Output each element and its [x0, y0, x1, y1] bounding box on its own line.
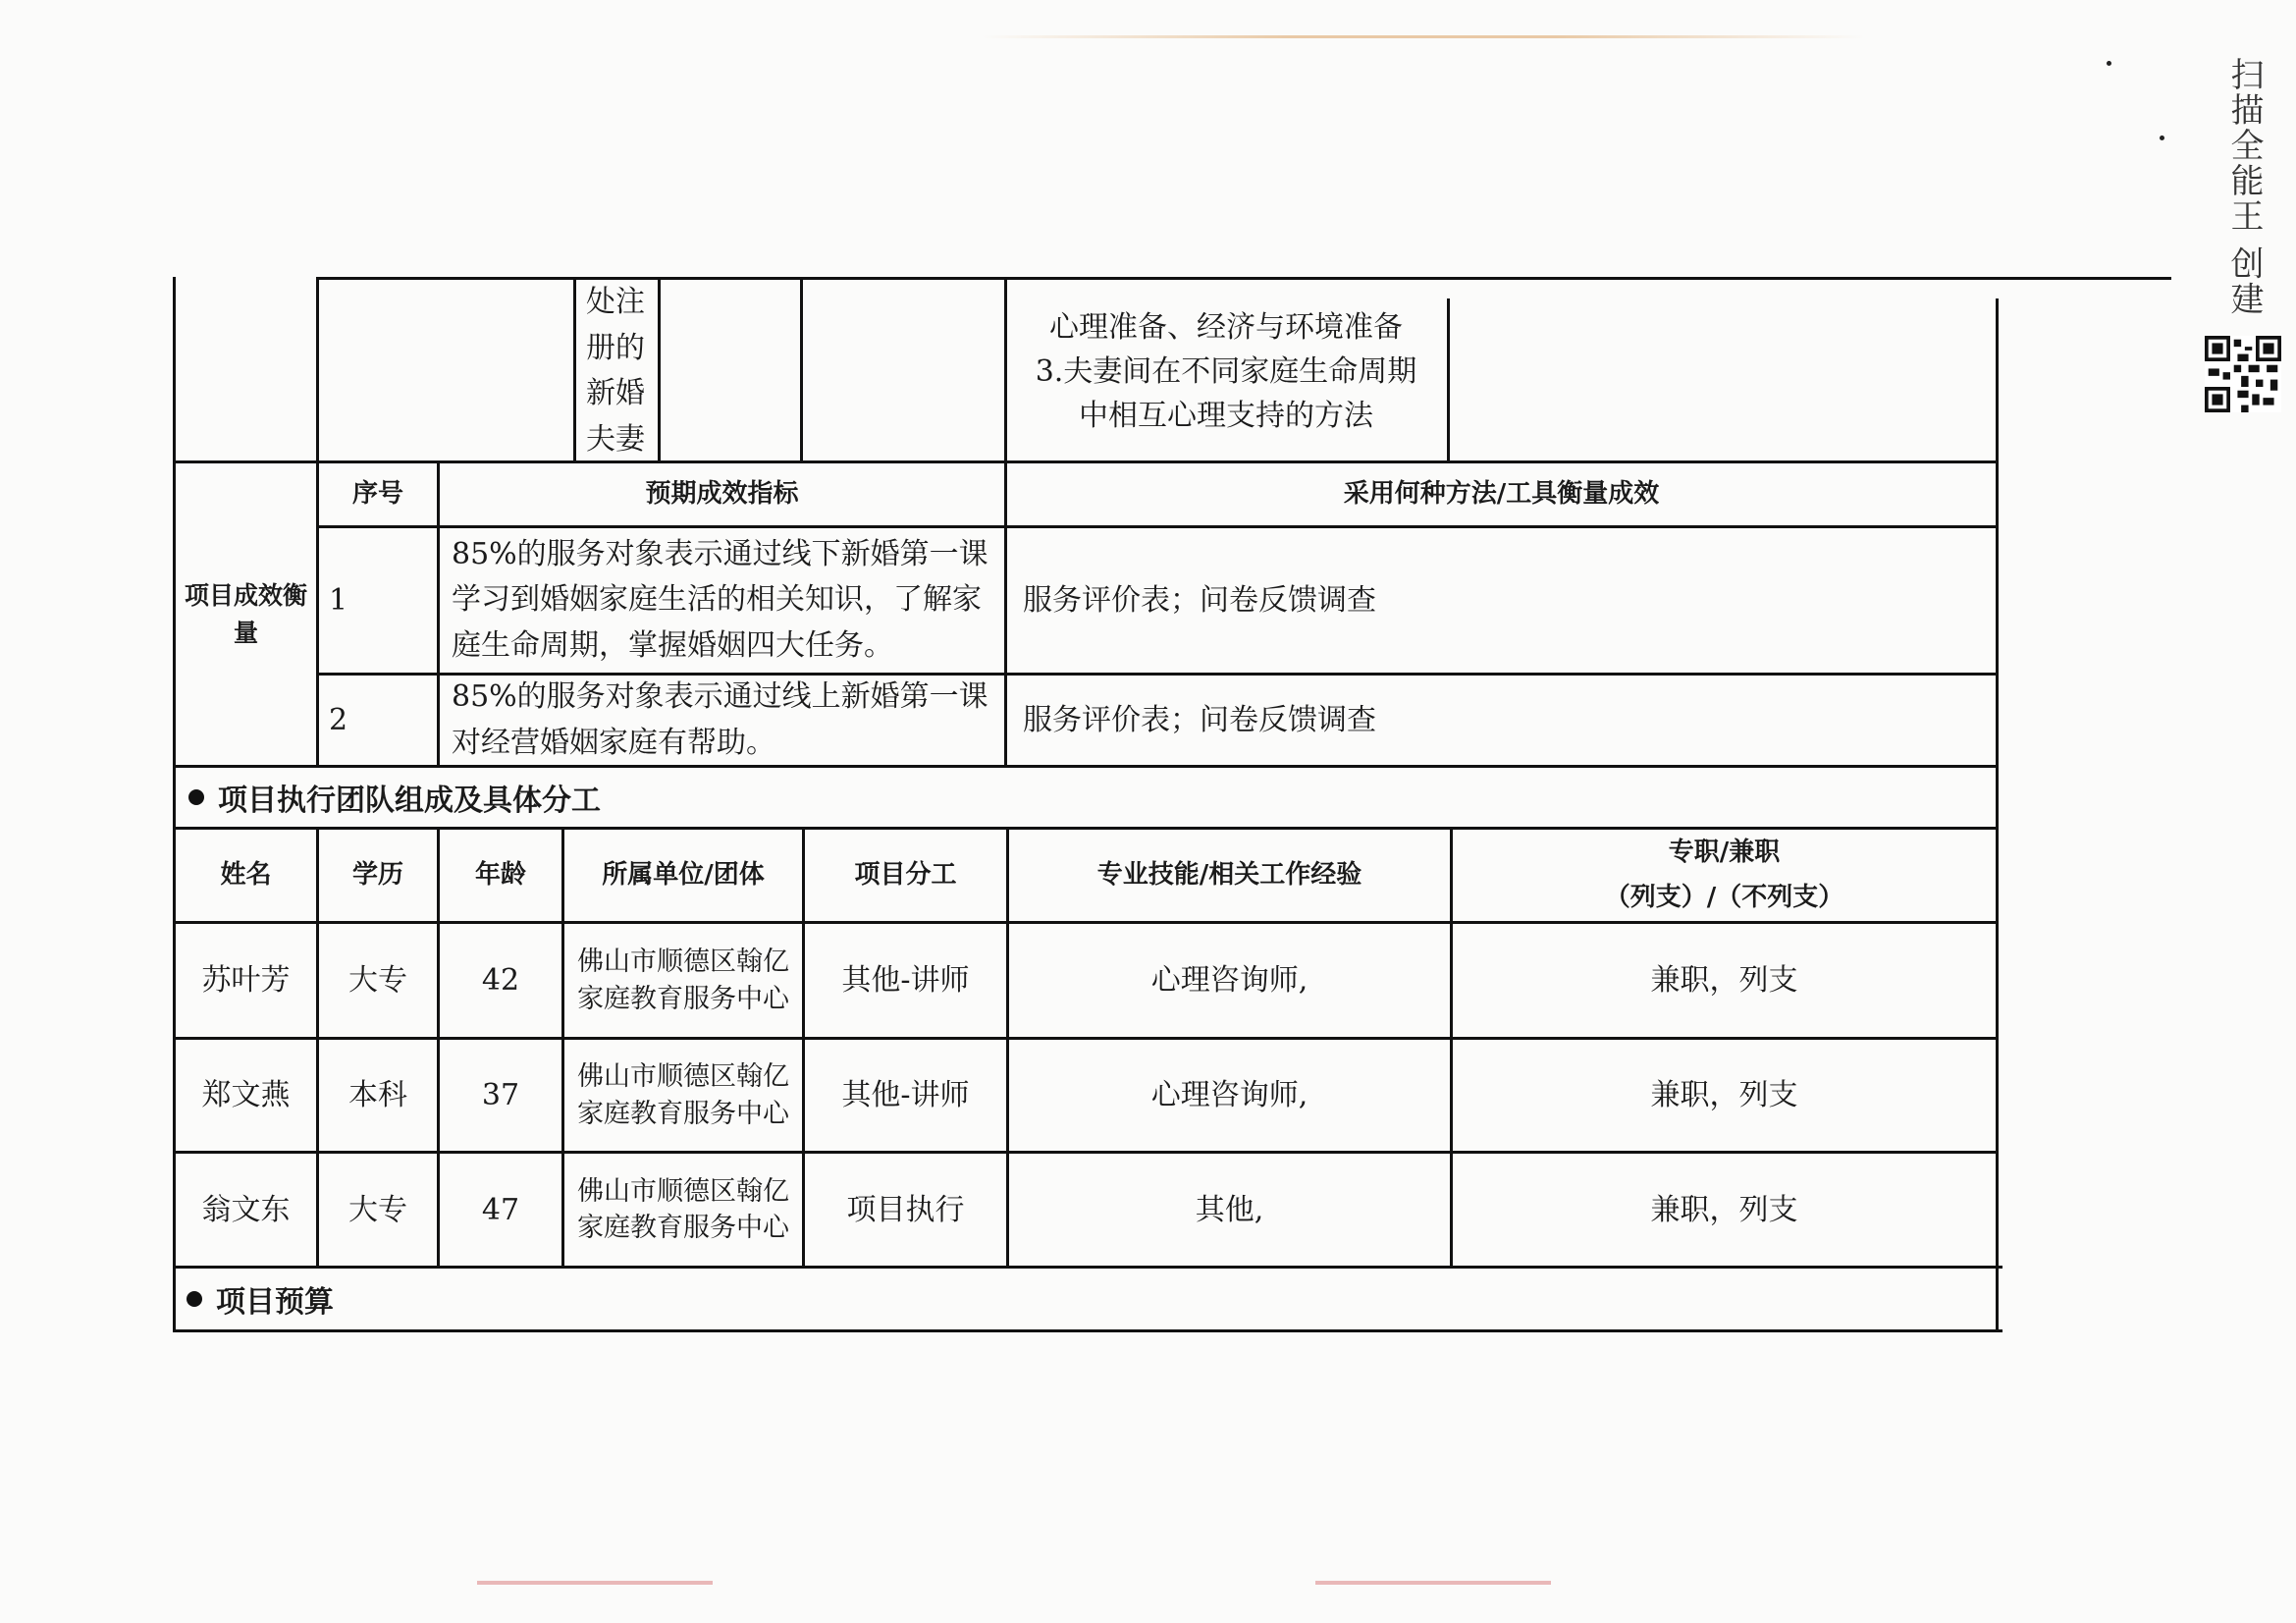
team-cell-fulltime: 兼职，列支 — [1650, 1078, 1798, 1112]
team-header-role: 项目分工 — [854, 860, 957, 890]
outcome-header-indicator: 预期成效指标 — [645, 479, 799, 509]
team-header-fulltime — [1453, 830, 1996, 921]
team-cell-role: 项目执行 — [846, 1192, 965, 1227]
table-rule — [658, 277, 661, 463]
team-cell-organization: 佛山市顺德区翰亿家庭教育服务中心 — [577, 1061, 789, 1129]
team-header-organization: 所属单位/团体 — [602, 860, 765, 890]
team-cell-name: 翁文东 — [201, 1192, 291, 1227]
budget-section-title: 项目预算 — [216, 1285, 334, 1320]
team-cell-role: 其他-讲师 — [841, 1078, 970, 1112]
table-rule — [1447, 298, 1450, 463]
outcome-row-method: 服务评价表；问卷反馈调查 — [1023, 583, 1376, 618]
budget-section-heading — [187, 1269, 1993, 1329]
scanner-watermark: 扫描全能王 创建 — [2224, 57, 2264, 317]
team-cell-name: 郑文燕 — [201, 1078, 291, 1112]
service-content-line: 中相互心理支持的方法 — [1079, 398, 1373, 433]
team-cell-education: 大专 — [348, 1192, 407, 1227]
outcome-header-method: 采用何种方法/工具衡量成效 — [1343, 479, 1660, 509]
outcome-row-number: 1 — [329, 583, 348, 618]
outcome-row-number: 2 — [329, 703, 348, 737]
team-cell-organization: 佛山市顺德区翰亿家庭教育服务中心 — [577, 1175, 789, 1243]
outcome-row-indicator: 85%的服务对象表示通过线下新婚第一课学习到婚姻家庭生活的相关知识，了解家庭生命周期，掌握婚姻四大任务。 — [452, 536, 988, 663]
team-cell-education: 本科 — [348, 1078, 407, 1112]
scan-dot — [2160, 135, 2164, 140]
service-content-cell — [1007, 283, 1445, 460]
team-cell-skills: 心理咨询师, — [1150, 963, 1308, 998]
team-header-education: 学历 — [351, 860, 403, 890]
team-cell-age: 37 — [481, 1078, 520, 1112]
team-header-skills: 专业技能/相关工作经验 — [1096, 860, 1362, 890]
team-cell-fulltime: 兼职，列支 — [1650, 963, 1798, 998]
outcome-row-indicator: 85%的服务对象表示通过线上新婚第一课对经营婚姻家庭有帮助。 — [452, 679, 988, 760]
table-rule — [173, 1329, 2002, 1332]
qr-code-icon — [2205, 336, 2281, 412]
team-cell-skills: 心理咨询师, — [1150, 1078, 1308, 1112]
team-cell-skills: 其他, — [1195, 1192, 1264, 1227]
scan-artifact-bottom — [477, 1581, 713, 1585]
team-header-age: 年龄 — [474, 860, 526, 890]
team-header-fulltime-line: （列支）/（不列支） — [1604, 883, 1844, 912]
bullet-icon — [187, 1291, 202, 1307]
team-section-title: 项目执行团队组成及具体分工 — [218, 784, 601, 818]
outcome-section-label: 项目成效衡量 — [184, 581, 307, 647]
service-content-line: 心理准备、经济与环境准备 — [1049, 309, 1403, 345]
team-header-fulltime-line: 专职/兼职 — [1668, 838, 1781, 867]
scan-artifact-top — [982, 35, 1865, 38]
bullet-icon — [188, 789, 204, 805]
team-cell-education: 大专 — [348, 963, 407, 998]
scan-dot — [2107, 61, 2111, 66]
team-cell-age: 47 — [481, 1192, 520, 1227]
outcome-row-method: 服务评价表；问卷反馈调查 — [1023, 703, 1376, 737]
project-document-page — [173, 277, 2008, 1337]
team-cell-name: 苏叶芳 — [201, 963, 291, 998]
team-cell-fulltime: 兼职，列支 — [1650, 1192, 1798, 1227]
team-cell-age: 42 — [481, 963, 520, 998]
table-rule — [1996, 298, 1999, 1332]
table-rule — [800, 277, 803, 463]
target-group-cell: 处注册的新婚夫妻 — [586, 285, 645, 457]
team-section-heading — [188, 768, 1985, 827]
outcome-header-number: 序号 — [351, 479, 403, 509]
team-cell-organization: 佛山市顺德区翰亿家庭教育服务中心 — [577, 947, 789, 1014]
team-cell-role: 其他-讲师 — [841, 963, 970, 998]
service-content-line: 3.夫妻间在不同家庭生命周期 — [1035, 353, 1417, 389]
team-header-name: 姓名 — [220, 860, 272, 890]
scan-artifact-bottom — [1315, 1581, 1551, 1585]
